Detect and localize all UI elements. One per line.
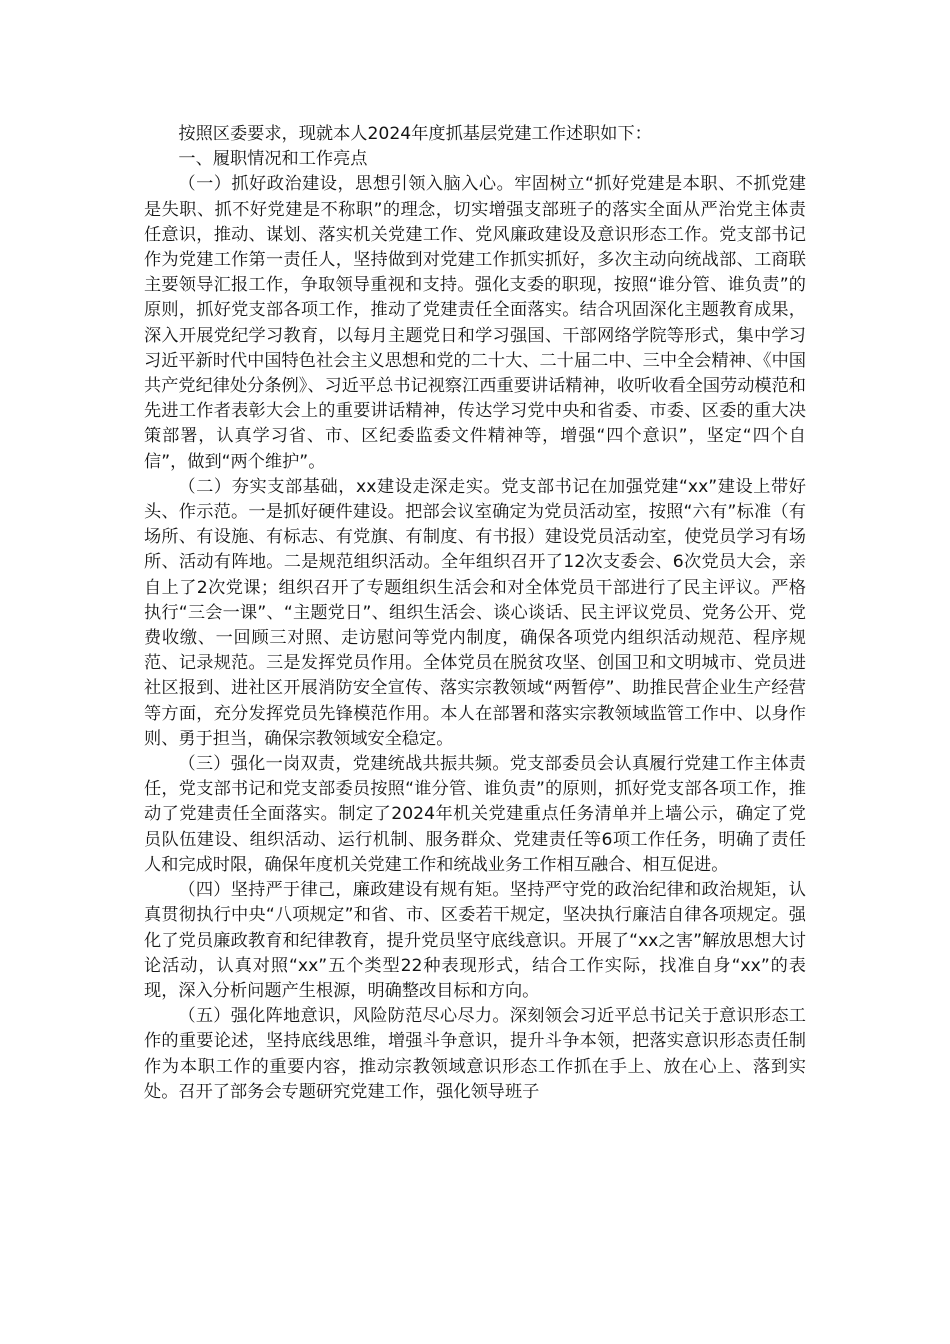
paragraph-branch-foundation: （二）夯实支部基础，xx建设走深走实。党支部书记在加强党建“xx”建设上带好头、作示范。一是抓好硬件建设。把部会议室确定为党员活动室，按照“六有”标准（有场所、有设施、有标志、有党旗、有制度、有书报）建设党员活动室，使党员学习有场所、活动有阵地。二是规范组织活动。全年组织召开了12次支委会、6次党员大会，亲自上了2次党课；组织召开了专题组织生活会和对全体党员干部进行了民主评议。严格执行“三会一课”、“主题党日”、组织生活会、谈心谈话、民主评议党员、党务公开、党费收缴、一回顾三对照、走访慰问等党内制度，确保各项党内组织活动规范、程序规范、记录规范。三是发挥党员作用。全体党员在脱贫攻坚、创国卫和文明城市、党员进社区报到、进社区开展消防安全宣传、落实宗教领域“两暂停”、助推民营企业生产经营等方面，充分发挥党员先锋模范作用。本人在部署和落实宗教领域监管工作中、以身作则、勇于担当，确保宗教领域安全稳定。 (144, 476, 806, 749)
paragraph-self-discipline: （四）坚持严于律己，廉政建设有规有矩。坚持严守党的政治纪律和政治规矩，认真贯彻执行中央“八项规定”和省、市、区委若干规定，坚决执行廉洁自律各项规定。强化了党员廉政教育和纪律教育，提升党员坚守底线意识。开展了“xx之害”解放思想大讨论活动，认真对照“xx”五个类型22种表现形式，结合工作实际，找准自身“xx”的表现，深入分析问题产生根源，明确整改目标和方向。 (144, 880, 806, 1001)
document-page (144, 122, 806, 1105)
section-heading: 一、履职情况和工作亮点 (178, 149, 368, 170)
paragraph-ideology-position: （五）强化阵地意识，风险防范尽心尽力。深刻领会习近平总书记关于意识形态工作的重要论述，坚持底线思维，增强斗争意识，提升斗争本领，把落实意识形态责任制作为本职工作的重要内容，推动宗教领域意识形态工作抓在手上、放在心上、落到实处。召开了部务会专题研究党建工作，强化领导班子 (144, 1006, 806, 1102)
intro-paragraph: 按照区委要求，现就本人2024年度抓基层党建工作述职如下： (178, 124, 652, 144)
paragraph-dual-responsibility: （三）强化一岗双责，党建统战共振共频。党支部委员会认真履行党建工作主体责任，党支部书记和党支部委员按照“谁分管、谁负责”的原则，抓好党支部各项工作，推动了党建责任全面落实。制定了2024年机关党建重点任务清单并上墙公示，确定了党员队伍建设、组织活动、运行机制、服务群众、党建责任等6项工作任务，明确了责任人和完成时限，确保年度机关党建工作和统战业务工作相互融合、相互促进。 (144, 754, 806, 875)
paragraph-political-building: （一）抓好政治建设，思想引领入脑入心。牢固树立“抓好党建是本职、不抓党建是失职、抓不好党建是不称职”的理念，切实增强支部班子的落实全面从严治党主体责任意识，推动、谋划、落实机关党建工作、党风廉政建设及意识形态工作。党支部书记作为党建工作第一责任人，坚持做到对党建工作抓实抓好，多次主动向统战部、工商联主要领导汇报工作，争取领导重视和支持。强化支委的职现，按照“谁分管、谁负责”的原则，抓好党支部各项工作，推动了党建责任全面落实。结合巩固深化主题教育成果，深入开展党纪学习教育，以每月主题党日和学习强国、干部网络学院等形式，集中学习习近平新时代中国特色社会主义思想和党的二十大、二十届二中、三中全会精神、《中国共产党纪律处分条例》、习近平总书记视察江西重要讲话精神，收听收看全国劳动模范和先进工作者表彰大会上的重要讲话精神，传达学习党中央和省委、市委、区委的重大决策部署，认真学习省、市、区纪委监委文件精神等，增强“四个意识”，坚定“四个自信”，做到“两个维护”。 (144, 174, 806, 472)
